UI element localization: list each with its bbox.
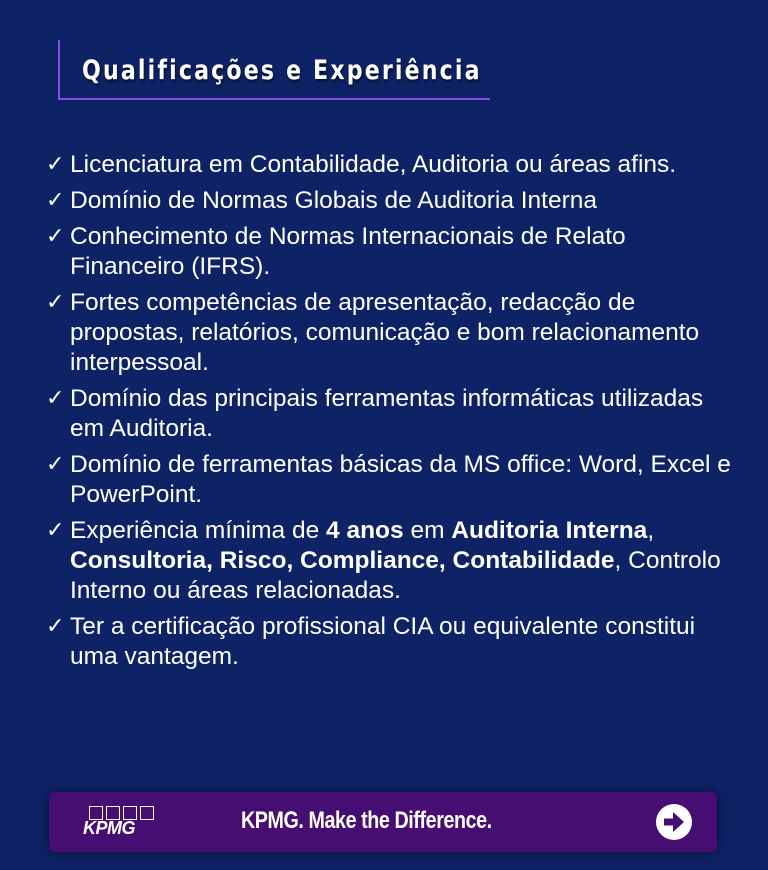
requirement-item: [46, 186, 736, 216]
checkmark-icon: ✓: [46, 614, 65, 639]
bold-segment: Auditoria Interna: [451, 517, 648, 544]
requirement-item: [46, 150, 736, 180]
requirement-text: Licenciatura em Contabilidade, Auditoria ou áreas afins.: [70, 151, 677, 178]
requirement-text: Fortes competências de apresentação, redacção de propostas, relatórios, comunicação e bom relacionamento interpessoal.: [70, 289, 700, 376]
text-segment: em: [403, 517, 452, 544]
checkmark-icon: ✓: [46, 386, 65, 411]
requirement-item: [46, 612, 736, 672]
arrow-right-circle-icon[interactable]: [656, 804, 692, 840]
checkmark-icon: ✓: [46, 518, 65, 543]
logo-text: KPMG: [83, 818, 135, 838]
requirement-item: [46, 222, 736, 282]
requirement-text: Domínio de Normas Globais de Auditoria Interna: [70, 187, 598, 214]
bold-segment: 4 anos: [326, 517, 404, 544]
page-title: Qualificações e Experiência: [82, 55, 482, 86]
checkmark-icon: ✓: [46, 290, 65, 315]
kpmg-logo: [81, 806, 159, 840]
requirement-text: [70, 517, 721, 604]
bold-segment: Consultoria, Risco, Compliance, Contabilidade: [70, 547, 615, 574]
requirement-text: Conhecimento de Normas Internacionais de Relato Financeiro (IFRS).: [70, 223, 626, 280]
checkmark-icon: ✓: [46, 152, 65, 177]
checkmark-icon: ✓: [46, 224, 65, 249]
text-segment: Experiência mínima de: [70, 517, 327, 544]
footer-banner: [49, 792, 717, 852]
arrow-right-icon: [656, 804, 692, 840]
text-segment: , Controlo Interno ou áreas relacionadas.: [70, 547, 721, 604]
requirement-text: Ter a certificação profissional CIA ou equivalente constitui uma vantagem.: [70, 613, 696, 670]
text-segment: ,: [647, 517, 655, 544]
title-frame: [58, 40, 490, 100]
requirement-item: [46, 516, 736, 606]
requirement-item: [46, 288, 736, 378]
checkmark-icon: ✓: [46, 188, 65, 213]
requirement-item: [46, 384, 736, 444]
requirement-item: [46, 450, 736, 510]
logo-box: [140, 806, 154, 820]
requirements-list: [46, 150, 736, 678]
tagline: KPMG. Make the Difference.: [241, 807, 492, 834]
requirement-text: Domínio de ferramentas básicas da MS office: Word, Excel e PowerPoint.: [70, 451, 731, 508]
checkmark-icon: ✓: [46, 452, 65, 477]
requirement-text: Domínio das principais ferramentas informáticas utilizadas em Auditoria.: [70, 385, 704, 442]
